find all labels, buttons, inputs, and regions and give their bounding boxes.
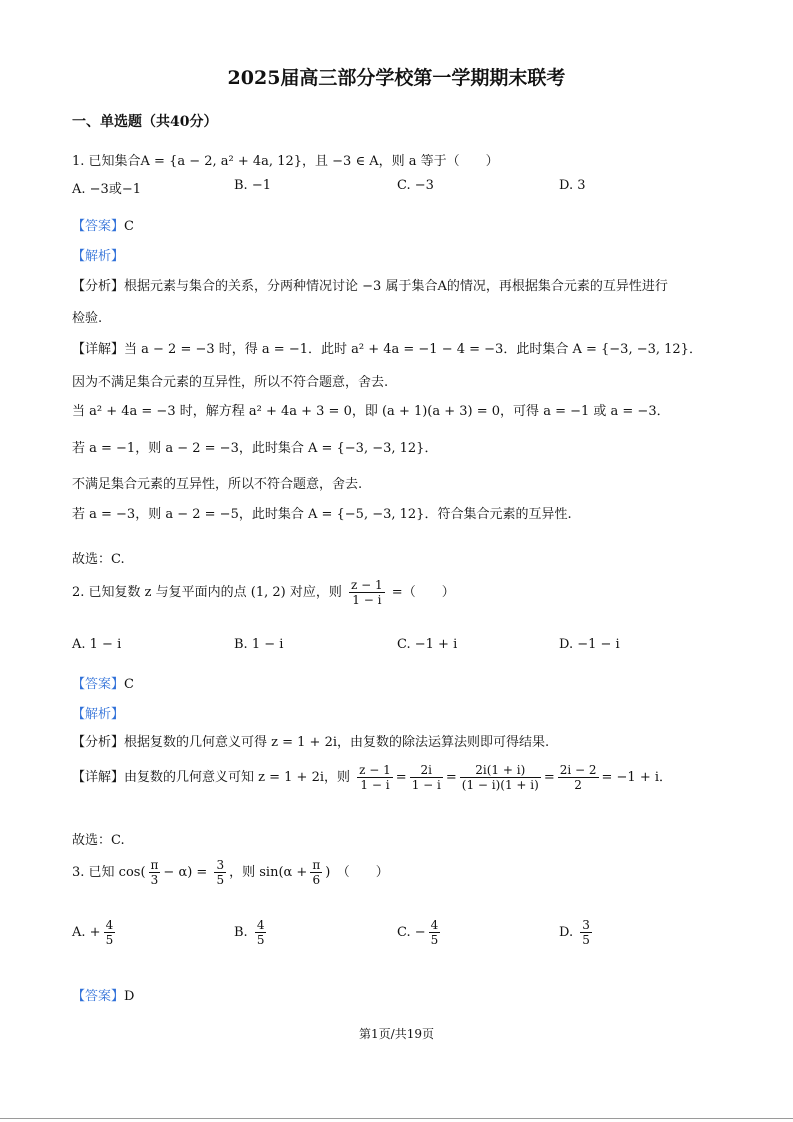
fraction-numerator: π (312, 858, 321, 872)
q2-detail-fraction-4 (558, 763, 599, 792)
fraction-denominator: 5 (256, 933, 265, 947)
q2-option-b: B. 1 − i (234, 637, 284, 652)
q3-option-c (397, 918, 443, 947)
q1-detail-1: 当 a − 2 = −3 时，得 a = −1．此时 a² + 4a = −1 − 4 = −3．此时集合 A = {−3, −3, 12}． (124, 342, 702, 357)
option-label: B. (234, 925, 248, 940)
q1-detail-2: 因为不满足集合元素的互异性，所以不符合题意，舍去. (72, 375, 389, 390)
q1-option-c: C. −3 (397, 178, 434, 193)
q2-answer-line (72, 673, 134, 692)
fraction-denominator: (1 − i)(1 + i) (461, 778, 539, 792)
section-heading: 一、单选题（共40分） (72, 114, 218, 130)
q1-choice: 故选：C. (72, 552, 125, 567)
q2-option-a: A. 1 − i (72, 637, 122, 652)
q2-jiexi-tag: 【解析】 (72, 707, 125, 722)
q3-option-a (72, 918, 118, 947)
fraction-numerator: π (150, 858, 159, 872)
q3-pi-over-6 (310, 858, 322, 887)
fraction-denominator: 5 (430, 933, 439, 947)
q3-stem-end: ) （ ） (325, 865, 389, 880)
fraction-numerator: 4 (256, 918, 265, 932)
fraction-numerator: 2i(1 + i) (460, 763, 541, 778)
q2-fraction (349, 578, 385, 607)
analysis-tag: 【分析】 (72, 279, 125, 294)
option-fraction (429, 918, 441, 947)
q2-detail-fraction-1 (357, 763, 393, 792)
fraction-denominator: 5 (105, 933, 114, 947)
detail-tag: 【详解】 (72, 342, 125, 357)
bottom-divider (0, 1118, 793, 1119)
q1-detail-line (72, 338, 702, 357)
q1-option-d: D. 3 (559, 178, 586, 193)
q2-stem-text: 2. 已知复数 z 与复平面内的点 (1, 2) 对应，则 (72, 585, 342, 600)
option-sign: + (89, 925, 101, 940)
q1-option-a: A. −3或−1 (72, 182, 141, 197)
option-label: C. (397, 925, 411, 940)
q1-detail-5: 不满足集合元素的互异性，所以不符合题意，舍去. (72, 477, 363, 492)
q1-stem: 1. 已知集合A = {a − 2, a² + 4a, 12}，且 −3 ∈ A，则 a 等于（ ） (72, 154, 499, 169)
q3-three-fifths (214, 858, 226, 887)
fraction-denominator: 1 − i (411, 778, 441, 792)
q1-analysis-text: 根据元素与集合的关系，分两种情况讨论 −3 属于集合A的情况，再根据集合元素的互异性进行 (124, 279, 668, 294)
answer-tag: 【答案】 (72, 219, 125, 234)
option-fraction (255, 918, 267, 947)
option-sign: − (414, 925, 426, 940)
option-label: A. (72, 925, 86, 940)
q1-answer: C (124, 219, 134, 234)
fraction-denominator: 1 − i (352, 593, 382, 607)
fraction-denominator: 5 (216, 873, 225, 887)
q3-stem (72, 858, 389, 887)
fraction-numerator: 2i (410, 763, 443, 778)
q3-stem-mid2: ，则 sin(α + (229, 865, 308, 880)
fraction-denominator: 6 (312, 873, 321, 887)
page-footer: 第1页/共19页 (359, 1027, 434, 1041)
fraction-denominator: 3 (150, 873, 159, 887)
q2-option-d: D. −1 − i (559, 637, 620, 652)
q1-jiexi-tag: 【解析】 (72, 249, 125, 264)
q2-answer: C (124, 677, 134, 692)
detail-tag: 【详解】 (72, 770, 125, 785)
q3-answer: D (124, 989, 135, 1004)
option-fraction (580, 918, 592, 947)
q3-pi-over-3 (149, 858, 161, 887)
fraction-numerator: 4 (105, 918, 114, 932)
q2-detail-line: 【详解】由复数的几何意义可知 z = 1 + 2i，则 $\frac{z - 1}{1 - i}$ = $\frac{2i}{1 - i}$ = $\frac{2i(1 + i)}{(1 - i)(1 + i)}$ = $\frac{2i - 2}{2}$ = −1 + i． (72, 763, 673, 792)
q2-stem (72, 578, 455, 607)
fraction-numerator: 2i − 2 (559, 763, 597, 777)
fraction-numerator: z − 1 (351, 578, 383, 592)
q1-option-b: B. −1 (234, 178, 271, 193)
q2-detail-result: = −1 + i． (601, 770, 673, 785)
fraction-numerator: 4 (430, 918, 439, 932)
q2-analysis-text: 根据复数的几何意义可得 z = 1 + 2i，由复数的除法运算法则即可得结果. (124, 735, 550, 750)
q3-option-b (234, 918, 269, 947)
fraction-numerator: 3 (216, 858, 225, 872)
q2-detail-fraction-3 (460, 763, 541, 792)
q3-option-d (559, 918, 595, 947)
q1-answer-line (72, 215, 134, 234)
fraction-numerator: 3 (582, 918, 590, 932)
answer-tag: 【答案】 (72, 677, 125, 692)
analysis-tag: 【分析】 (72, 735, 125, 750)
option-label: D. (559, 925, 574, 940)
q3-stem-mid: − α) = (163, 865, 212, 880)
q1-detail-6: 若 a = −3，则 a − 2 = −5，此时集合 A = {−5, −3, 12}．符合集合元素的互异性. (72, 507, 572, 522)
q2-option-c: C. −1 + i (397, 637, 458, 652)
option-fraction (104, 918, 116, 947)
q3-stem-text: 3. 已知 cos( (72, 865, 146, 880)
q2-analysis-line (72, 731, 549, 750)
fraction-denominator: 2 (574, 778, 582, 792)
q3-answer-line (72, 985, 134, 1004)
q1-analysis-cont: 检验. (72, 311, 103, 326)
q1-analysis-line (72, 275, 668, 294)
page-title: 2025届高三部分学校第一学期期末联考 (227, 67, 566, 89)
q1-detail-3: 当 a² + 4a = −3 时，解方程 a² + 4a + 3 = 0，即 (a + 1)(a + 3) = 0，可得 a = −1 或 a = −3． (72, 404, 670, 419)
fraction-denominator: 1 − i (360, 778, 390, 792)
q2-detail-text: 由复数的几何意义可知 z = 1 + 2i，则 (124, 770, 351, 785)
q2-stem-end: =（ ） (391, 585, 455, 600)
q2-choice: 故选：C. (72, 833, 125, 848)
q2-detail-fraction-2 (410, 763, 443, 792)
answer-tag: 【答案】 (72, 989, 125, 1004)
q1-detail-4: 若 a = −1，则 a − 2 = −3，此时集合 A = {−3, −3, 12}． (72, 441, 438, 456)
fraction-denominator: 5 (582, 933, 590, 947)
fraction-numerator: z − 1 (359, 763, 391, 777)
